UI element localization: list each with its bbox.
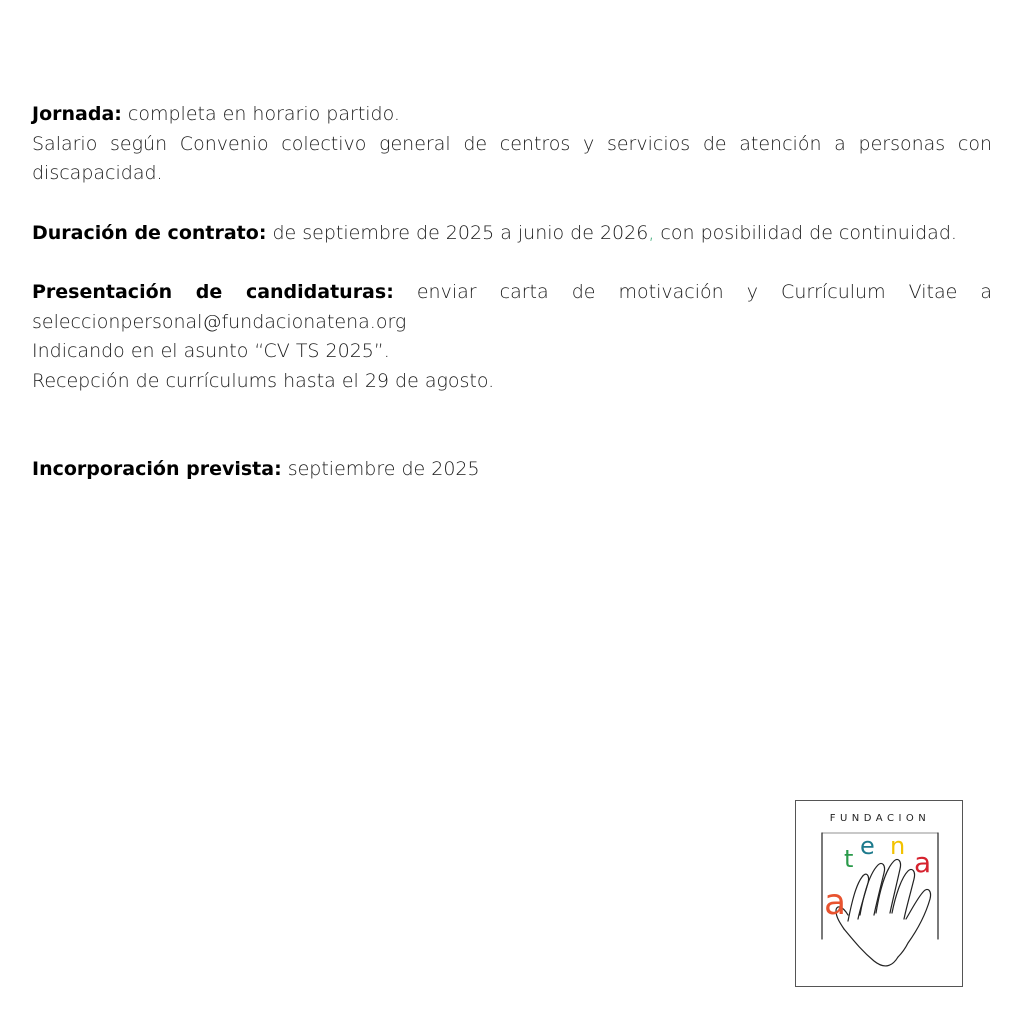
job-details — [32, 100, 992, 485]
jornada-label: Jornada: — [32, 103, 122, 125]
logo-letter-t: t — [844, 845, 854, 873]
salario-paragraph: Salario según Convenio colectivo general de centros y servicios de atención a personas con discapacidad. — [32, 132, 992, 184]
logo-letter-e: e — [860, 832, 875, 860]
duracion-text: de septiembre de 2025 a junio de 2026 — [266, 221, 649, 244]
incorporacion-paragraph — [32, 455, 992, 485]
presentacion-text: enviar carta de motivación y Currículum Vitae a — [393, 281, 992, 303]
duracion-text-after: con posibilidad de continuidad. — [654, 221, 957, 244]
duracion-paragraph — [32, 219, 992, 249]
logo-letter-a1: a — [824, 882, 847, 923]
presentacion-label: Presentación de candidaturas: — [32, 281, 394, 303]
jornada-text: completa en horario partido. — [121, 103, 400, 125]
duracion-label: Duración de contrato: — [32, 221, 267, 244]
incorporacion-label: Incorporación prevista: — [32, 458, 282, 480]
hand-icon — [796, 801, 964, 988]
jornada-paragraph — [32, 100, 992, 130]
duracion-comma: , — [648, 221, 655, 244]
presentacion-email[interactable]: seleccionpersonal@fundacionatena.org — [32, 310, 407, 333]
incorporacion-text: septiembre de 2025 — [281, 458, 480, 480]
logo-letter-n: n — [890, 832, 906, 860]
fundacion-atena-logo — [795, 800, 963, 987]
spacer — [32, 248, 992, 278]
logo-letter-a2: a — [914, 846, 932, 879]
spacer — [32, 396, 992, 455]
presentacion-asunto: Indicando en el asunto “CV TS 2025”. — [32, 340, 390, 362]
spacer — [32, 189, 992, 219]
presentacion-paragraph — [32, 278, 992, 308]
presentacion-recepcion: Recepción de currículums hasta el 29 de agosto. — [32, 369, 495, 392]
logo-title: FUNDACION — [829, 813, 931, 824]
